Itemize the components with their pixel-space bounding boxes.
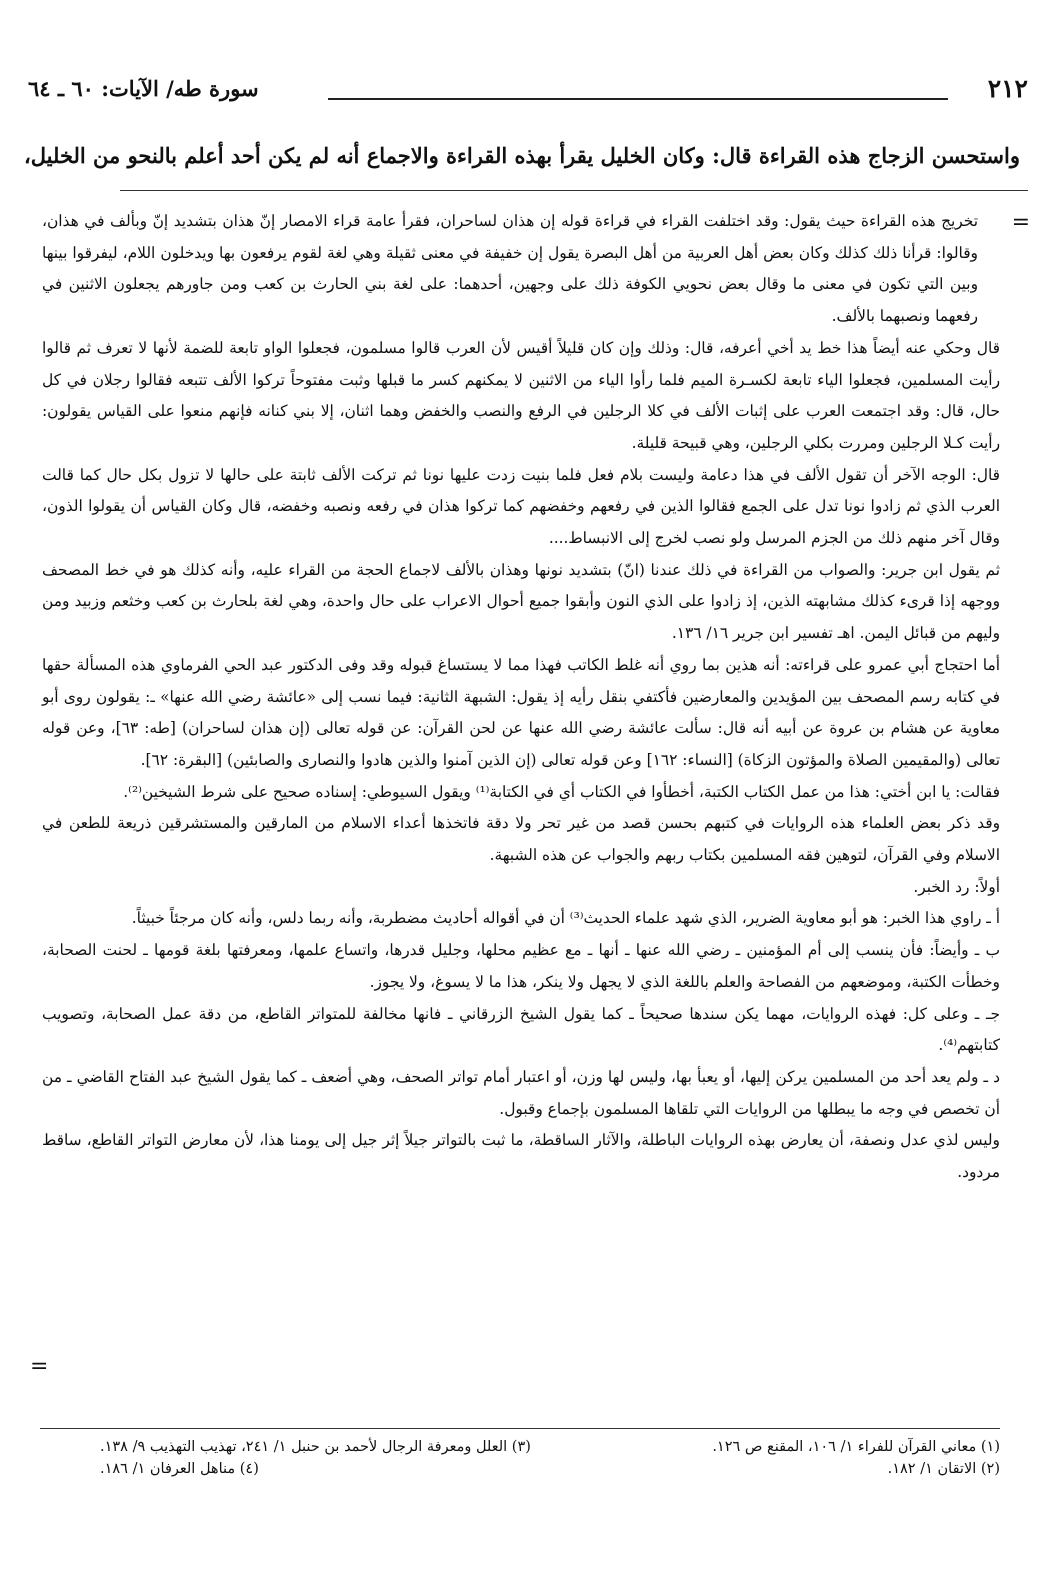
continuation-marker-top: = (1011, 210, 1030, 235)
commentary-paragraph: د ـ ولم يعد أحد من المسلمين يركن إليها، أو يعبأ بها، وليس لها وزن، أو اعتبار أمام تواتر الصحف، وهي أضعف ـ كما يقول الشيخ عبد الفتاح القاضي ـ من أن تخصص في وجه ما يبطلها من الروايات التي تلقاها المسلمون بإجماع وقبول. (42, 1067, 1000, 1118)
page-header (28, 74, 1028, 114)
commentary-paragraph: أولاً: رد الخبر. (913, 877, 1000, 896)
commentary-paragraph: جـ ـ وعلى كل: فهذه الروايات، مهما يكن سندها صحيحاً ـ كما يقول الشيخ الزرقاني ـ فانها مخالفة للمتواتر القاطع، من دقة عمل الصحابة، وتصويب كتابتهم⁽⁴⁾. (42, 1004, 1000, 1055)
commentary-paragraph: تخريج هذه القراءة حيث يقول: وقد اختلفت القراء في قراءة قوله إن هذان لساحران، فقرأ عامة قراء الامصار إنّ هذان بتشديد إنّ وبألف في هذان، وقالوا: قرأنا ذلك كذلك وكان بعض أهل العربية من أهل البصرة يقول إن خفيفة في معنى ثقيلة وهي لغة لقوم يرفعون بها ويدخلون اللام، ليفرقوا بينها وبين التي تكون في معنى ما وقال بعض نحويي الكوفة ذلك على وجهين، أحدهما: على لغة بني الحارث بن كعب ومن جاورهم يجعلون الاثنين في رفعهما ونصبهما بالألف. (42, 212, 978, 326)
main-text-rule (120, 190, 1028, 191)
commentary-paragraph: قال وحكي عنه أيضاً هذا خط يد أخي أعرفه، قال: وذلك وإن كان قليلاً أقيس لأن العرب قالوا مسلمون، فجعلوا الواو تابعة للضمة لأنها لا تعرف ثم قالوا رأيت المسلمين، فجعلوا الياء تابعة لكسـرة الميم فلما رأوا الياء من الاثنين لا يمكنهم كسر ما قبلها وثبت مفتوحاً تركوا الألف تتبعه فقالوا رجلان في كل حال، قال: وقد اجتمعت العرب على إثبات الألف في كلا الرجلين في الرفع والنصب والخفض وهما اثنان، إلا بني كنانه فإنهم منعوا على القياس يقولون: رأيت كـلا الرجلين ومررت بكلي الرجلين، وهي قبيحة قليلة. (42, 338, 1000, 452)
commentary-paragraph: وقد ذكر بعض العلماء هذه الروايات في كتبهم بحسن قصد من غير تحر ولا دقة فاتخذها أعداء الاسلام من المارقين والمستشرقين ذريعة للطعن في الاسلام وفي القرآن، لتوهين فقه المسلمين بكتاب ربهم والجواب عن هذه الشبهة. (42, 814, 1000, 865)
footnote: (٢) الاتقان ١/ ١٨٢. (887, 1461, 1000, 1477)
footnote: (٣) العلل ومعرفة الرجال لأحمد بن حنبل ١/ ٢٤١، تهذيب التهذيب ٩/ ١٣٨. (100, 1439, 531, 1455)
commentary-section (42, 206, 1000, 1189)
footnote: (١) معاني القرآن للفراء ١/ ١٠٦، المقنع ص ١٢٦. (712, 1439, 1000, 1455)
header-rule (328, 98, 948, 100)
commentary-paragraph: قال: الوجه الآخر أن تقول الألف في هذا دعامة وليست بلام فعل فلما بنيت زدت عليها نونا ثم تركت الألف ثابتة على حالها لا تزول بكل حال كما قالت العرب الذي ثم زادوا نونا تدل على الجمع فقالوا الذين في رفعهم وخفضهم كما تركوا هذان في رفعه ونصبه وخفضه، قال وكان القياس أن يقولوا الذون، وقال آخر منهم ذلك من الجزم المرسل ولو نصب لخرج إلى الانبساط.... (42, 465, 1000, 548)
footnotes (40, 1436, 1000, 1480)
footnote-row (40, 1458, 1000, 1480)
continuation-marker-bottom: = (30, 1354, 49, 1379)
commentary-paragraph: أ ـ راوي هذا الخبر: هو أبو معاوية الضرير، الذي شهد علماء الحديث⁽³⁾ أن في أقواله أحاديث مضطربة، وأنه ربما دلس، وأنه كان مرجئاً خبيثاً. (131, 909, 1000, 928)
commentary-paragraph: وليس لذي عدل ونصفة، أن يعارض بهذه الروايات الباطلة، والآثار الساقطة، ما ثبت بالتواتر جيلاً إثر جيل إلى يومنا هذا، لأن معارض التواتر القاطع، ساقط مردود. (42, 1131, 1000, 1182)
footnote: (٤) مناهل العرفان ١/ ١٨٦. (100, 1461, 259, 1477)
page-number: ٢١٢ (987, 74, 1028, 103)
commentary-paragraph: فقالت: يا ابن أختي: هذا من عمل الكتاب الكتبة، أخطأوا في الكتاب أي في الكتابة⁽¹⁾ ويقول السيوطي: إسناده صحيح على شرط الشيخين⁽²⁾. (123, 782, 1000, 801)
commentary-paragraph: ثم يقول ابن جرير: والصواب من القراءة في ذلك عندنا (انّ) بتشديد نونها وهذان بالألف لاجماع الحجة من القراء عليه، وأنه كذلك هو في خط المصحف ووجهه إذا قرىء كذلك مشابهته الذين، إذ زادوا على الذي النون وأبقوا جميع أحوال الاعراب على حال واحدة، وهي لغة بلحارث بن كعب وخثعم وزبيد ومن وليهم من قبائل اليمن. اهـ تفسير ابن جرير ١٦/ ١٣٦. (42, 560, 1000, 643)
surah-title: سورة طه/ الآيات: ٦٠ ـ ٦٤ (28, 76, 259, 101)
footnote-row (40, 1436, 1000, 1458)
footnote-rule (40, 1428, 1000, 1429)
commentary-paragraph: ب ـ وأيضاً: فأن ينسب إلى أم المؤمنين ـ رضي الله عنها ـ أنها ـ مع عظيم محلها، وجليل قدرها، واتساع علمها، ومعرفتها بلغة قومها ـ لحنت الصحابة، وخطأت الكتبة، وموضعهم من الفصاحة والعلم باللغة الذي لا يجهل ولا ينكر، هذا ما لا يسوغ، ولا يجوز. (42, 941, 1000, 991)
commentary-paragraph: أما احتجاج أبي عمرو على قراءته: أنه هذين بما روي أنه غلط الكاتب فهذا مما لا يستساغ قبوله وقد وفى الدكتور عبد الحي الفرماوي هذه المسألة حقها في كتابه رسم المصحف بين المؤيدين والمعارضين فأكتفي بنقل رأيه إذ يقول: الشبهة الثانية: فيما نسب إلى «عائشة رضي الله عنها» ـ: يقولون روى أبو معاوية عن هشام بن عروة عن أبيه أنه قال: سألت عائشة رضي الله عنها عن لحن القرآن: عن قوله تعالى (إن هذان لساحران) [طه: ٦٣]، وعن قوله تعالى (والمقيمين الصلاة والمؤتون الزكاة) [النساء: ١٦٢] وعن قوله تعالى (إن الذين آمنوا والذين هادوا والنصارى والصابئين) [البقرة: ٦٢]. (42, 655, 1001, 769)
main-text: واستحسن الزجاج هذه القراءة قال: وكان الخليل يقرأ بهذه القراءة والاجماع أنه لم يكن أحد أعلم بالنحو من الخليل، (23, 143, 1020, 168)
